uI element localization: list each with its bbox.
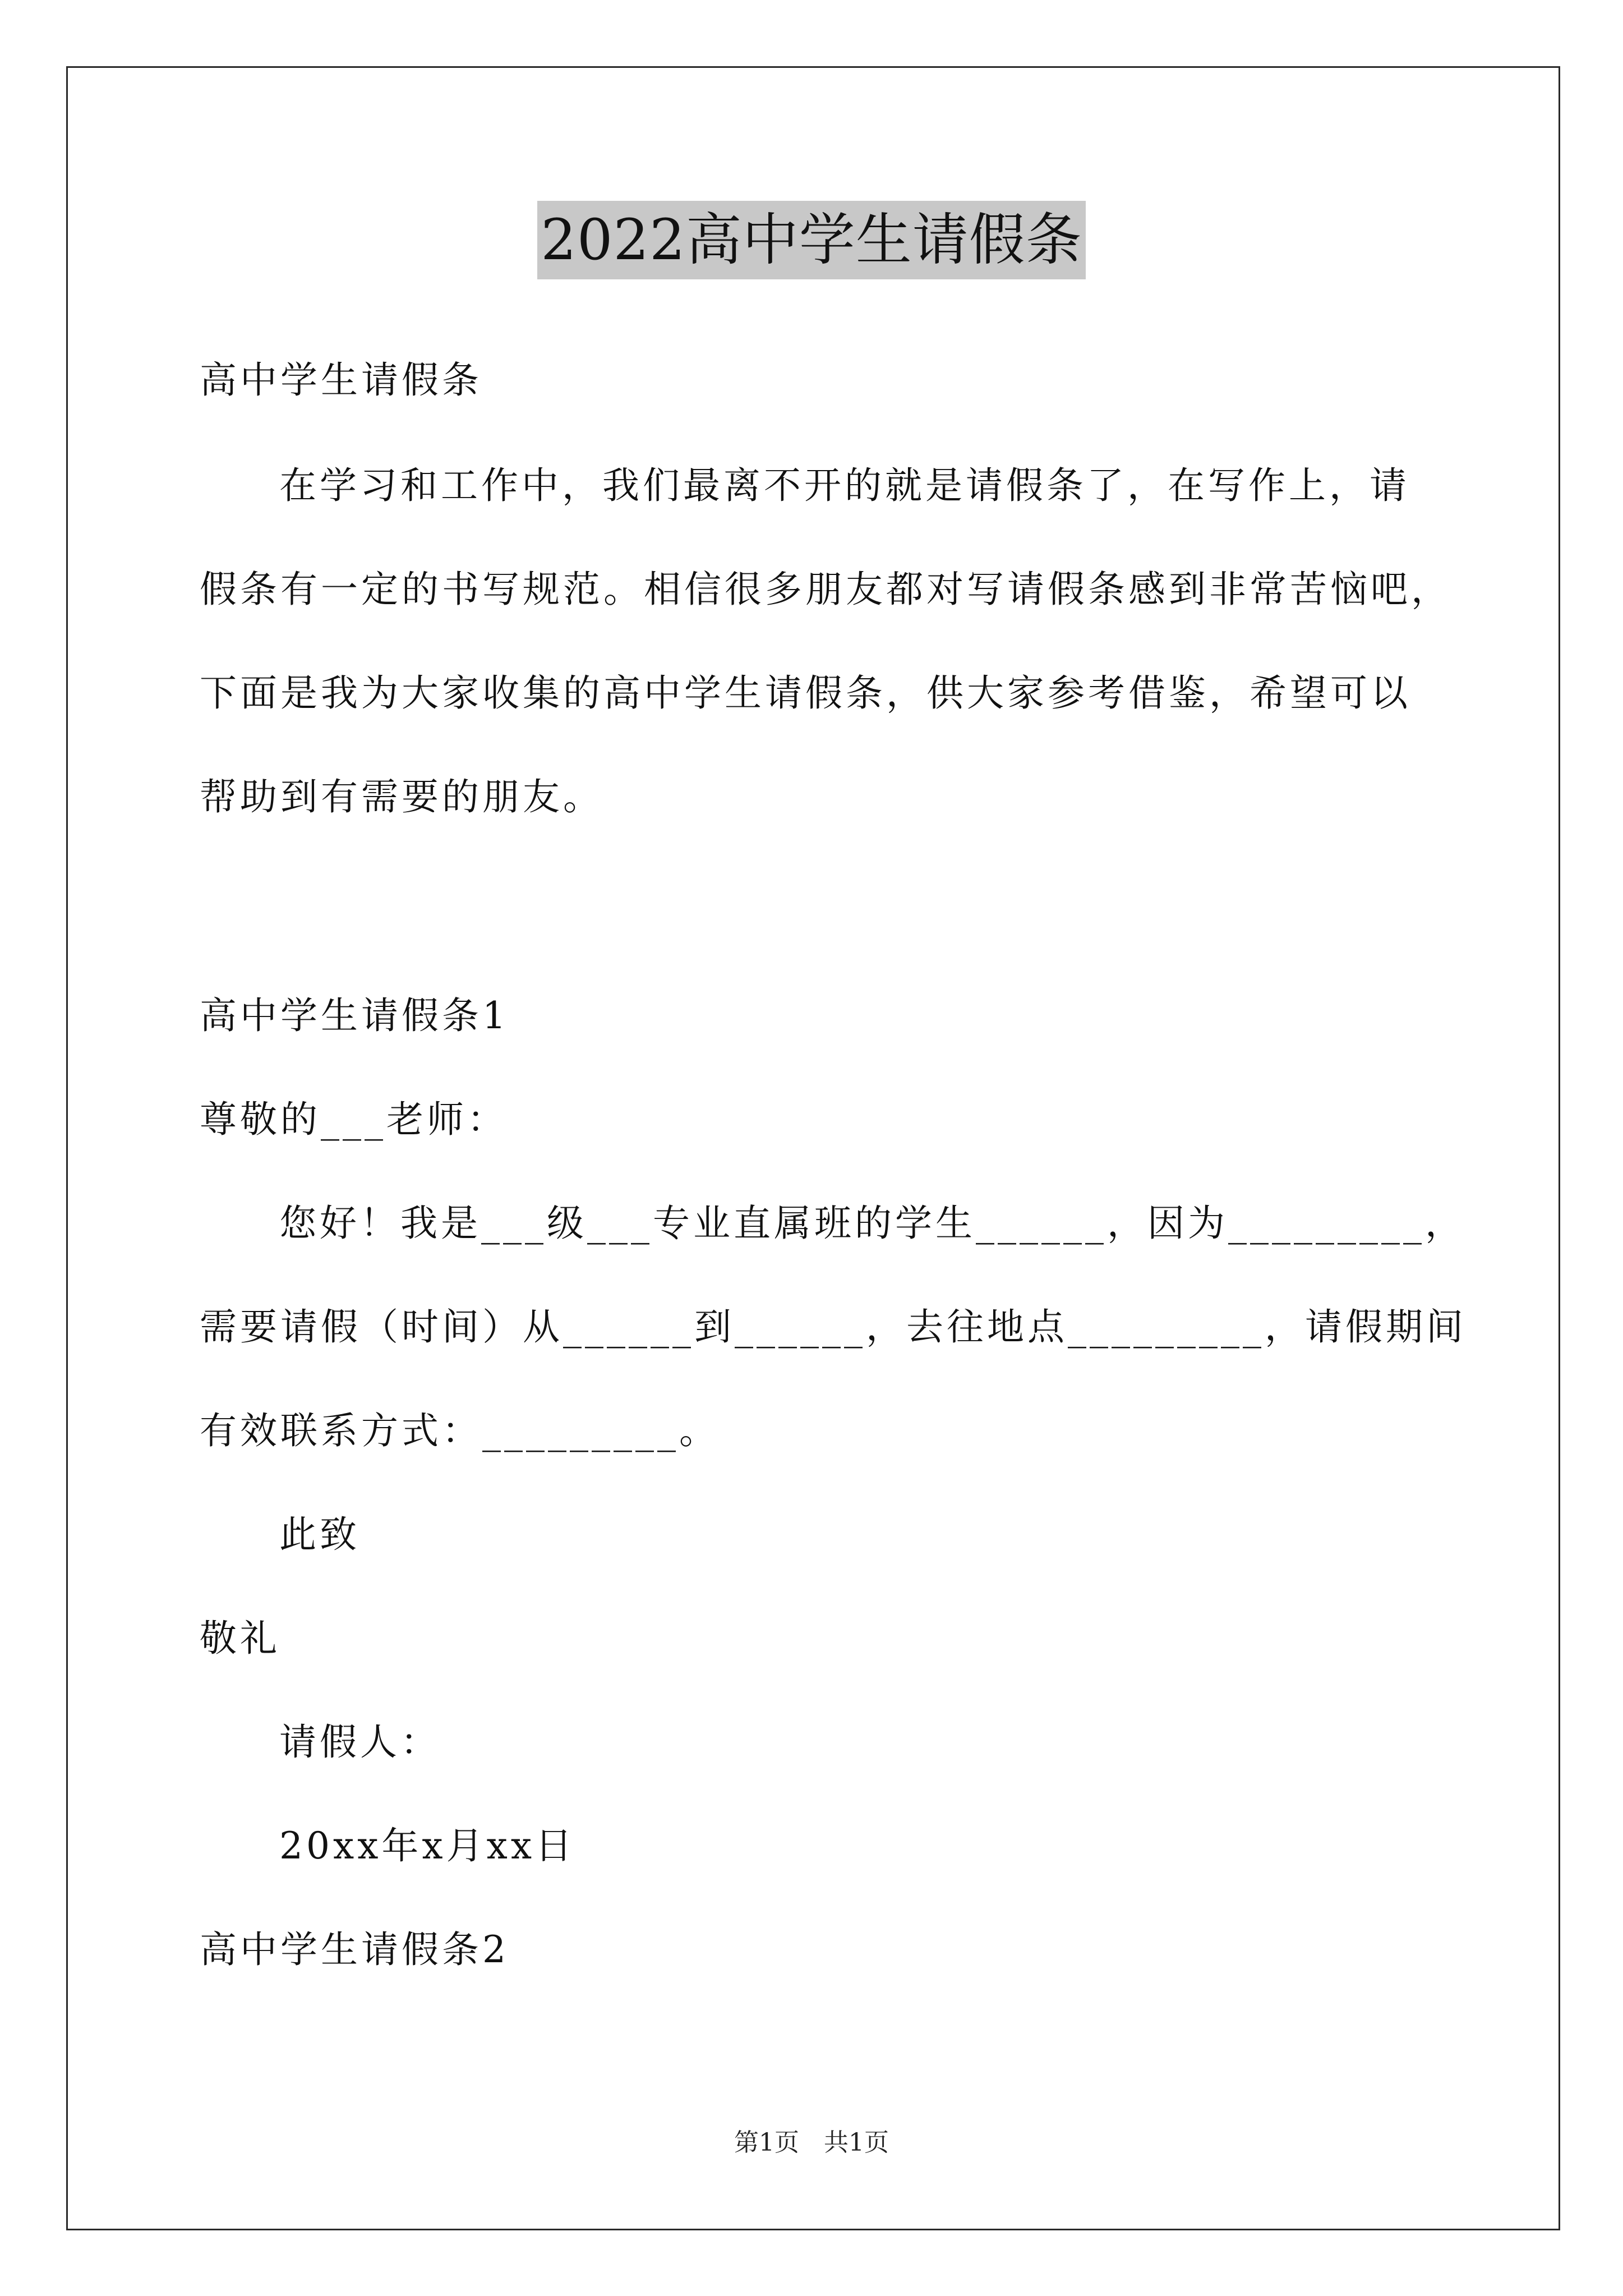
date-line: 20xx年x月xx日 — [279, 1824, 576, 1867]
document-subtitle: 高中学生请假条 — [200, 358, 482, 402]
title-container — [0, 201, 1623, 279]
section1-heading: 高中学生请假条1 — [200, 994, 509, 1037]
page-footer: 第1页 共1页 — [734, 2128, 889, 2157]
closing-cizhi: 此致 — [279, 1513, 360, 1556]
intro-line-4: 帮助到有需要的朋友。 — [200, 775, 603, 818]
intro-line-3: 下面是我为大家收集的高中学生请假条，供大家参考借鉴，希望可以 — [200, 671, 1411, 715]
body-line-2: 需要请假（时间）从______到______，去往地点_________，请假期间 — [200, 1305, 1467, 1349]
intro-line-1: 在学习和工作中，我们最离不开的就是请假条了，在写作上，请 — [279, 464, 1410, 507]
closing-jingli: 敬礼 — [200, 1617, 280, 1660]
body-line-1: 您好！我是___级___专业直属班的学生______，因为_________， — [279, 1202, 1465, 1245]
intro-line-2: 假条有一定的书写规范。相信很多朋友都对写请假条感到非常苦恼吧， — [200, 568, 1451, 611]
body-line-3: 有效联系方式：_________。 — [200, 1409, 720, 1452]
document-title: 2022高中学生请假条 — [537, 201, 1086, 279]
signer-label: 请假人： — [279, 1720, 441, 1764]
salutation: 尊敬的___老师： — [200, 1098, 508, 1141]
section2-heading: 高中学生请假条2 — [200, 1928, 509, 1971]
